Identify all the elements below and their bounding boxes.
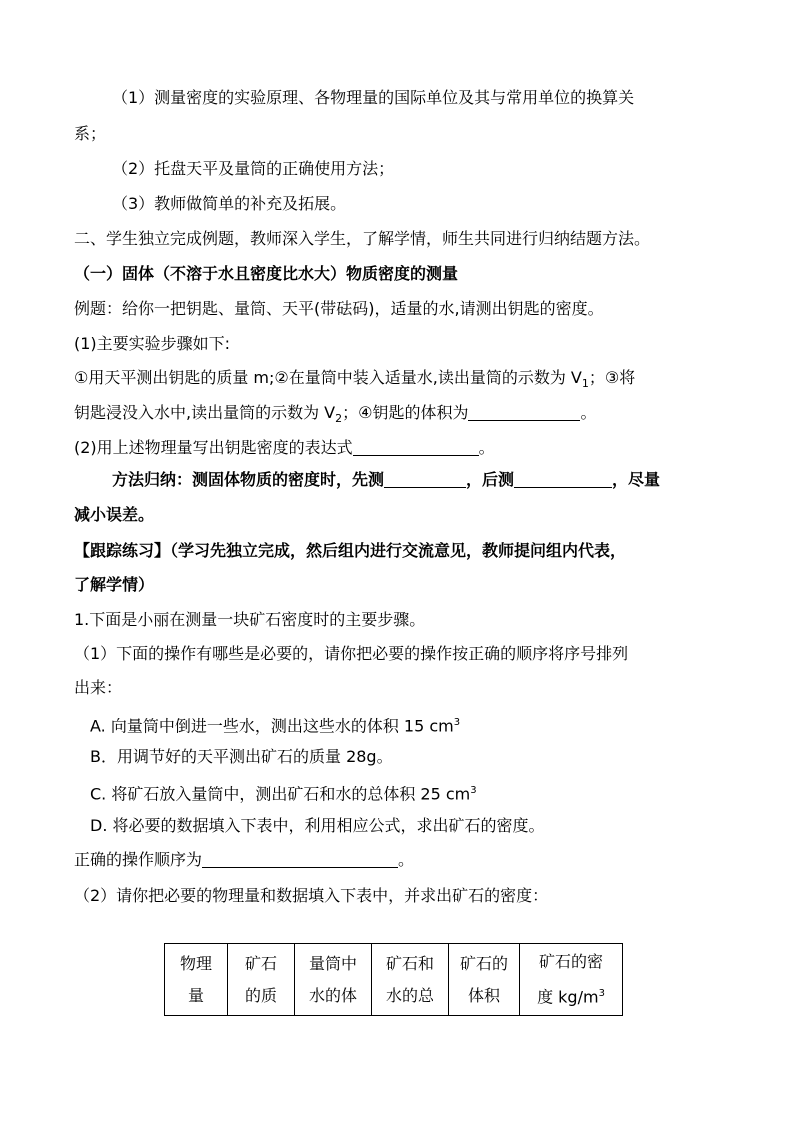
density-expression-blank[interactable] [353, 437, 479, 456]
step-line-2-text: 钥匙浸没入水中,读出量筒的示数为 V [74, 403, 336, 422]
practice-heading-text: 【跟踪练习】（学习先独立完成，然后组内进行交流意见，教师提问组内代表， [74, 541, 627, 560]
expression-end: 。 [478, 438, 495, 457]
subscript-1: 1 [581, 377, 589, 391]
practice-heading-text-cont: 了解学情） [74, 575, 155, 594]
item-3-text: （3）教师做简单的补充及拓展。 [112, 194, 347, 213]
item-2-text: （2）托盘天平及量筒的正确使用方法； [112, 159, 395, 178]
option-b-text: B．用调节好的天平测出矿石的质量 28g。 [90, 747, 393, 766]
order-end: 。 [398, 850, 415, 869]
header-text: 体积 [467, 985, 500, 1005]
header-text: 的质 [244, 985, 277, 1005]
table-header-cell[interactable] [372, 944, 449, 1016]
question-1-part-2 [74, 879, 726, 913]
item-3 [112, 187, 764, 221]
step-line-1-text-end: ；③将 [588, 368, 636, 387]
example-text: 例题：给你一把钥匙、量筒、天平(带砝码)，适量的水,请测出钥匙的密度。 [74, 299, 604, 318]
header-text: 水的总 [385, 985, 434, 1005]
header-text: 度 kg/m [537, 987, 599, 1007]
question-1-part-1-text: （1）下面的操作有哪些是必要的，请你把必要的操作按正确的顺序将序号排列 [74, 644, 629, 663]
option-c [90, 774, 742, 811]
header-text: 矿石 [244, 953, 277, 973]
steps-title [74, 327, 726, 361]
header-text: 水的体 [308, 985, 357, 1005]
question-1-text: 1.下面是小丽在测量一块矿石密度时的主要步骤。 [74, 610, 426, 629]
superscript-3: 3 [598, 988, 605, 999]
order-line [74, 843, 726, 877]
subsection-1-title [74, 257, 726, 291]
method-summary-line2 [74, 498, 726, 532]
subscript-2: 2 [335, 412, 343, 426]
volume-answer-blank[interactable] [468, 402, 580, 421]
expression-line [74, 431, 726, 465]
method-summary-line1 [112, 463, 764, 497]
option-a-text: A. 向量筒中倒进一些水，测出这些水的体积 15 cm [90, 716, 454, 736]
practice-heading-line1 [74, 534, 726, 568]
superscript-3: 3 [453, 717, 461, 728]
option-c-text: C. 将矿石放入量筒中，测出矿石和水的总体积 25 cm [90, 784, 471, 804]
question-1-part-2-text: （2）请你把必要的物理量和数据填入下表中，并求出矿石的密度： [74, 886, 549, 905]
table-header-cell[interactable] [295, 944, 372, 1016]
superscript-3: 3 [470, 785, 477, 796]
option-a [90, 706, 742, 743]
method-text-a: 方法归纳：测固体物质的密度时，先测 [112, 470, 385, 489]
header-text: 物理 [179, 953, 212, 973]
method-text-c: ，尽量 [612, 470, 661, 489]
question-1-part-1-line1 [74, 637, 726, 671]
measure-first-blank[interactable] [384, 469, 466, 488]
option-d-text: D. 将必要的数据填入下表中，利用相应公式，求出矿石的密度。 [90, 816, 545, 835]
step-line-2-text-mid: ；④钥匙的体积为 [342, 403, 469, 422]
item-1-line1 [112, 81, 764, 115]
method-text-b: ，后测 [466, 470, 515, 489]
order-text: 正确的操作顺序为 [74, 850, 203, 869]
method-text-d: 减小误差。 [74, 505, 155, 524]
table-header-cell[interactable] [520, 944, 623, 1016]
expression-text: (2)用上述物理量写出钥匙密度的表达式 [74, 438, 353, 457]
header-text: 量筒中 [308, 953, 357, 973]
question-1 [74, 603, 726, 637]
item-2 [112, 152, 764, 186]
item-1-text: （1）测量密度的实验原理、各物理量的国际单位及其与常用单位的换算关 [112, 88, 635, 107]
option-d [90, 809, 742, 843]
subsection-1-title-text: （一）固体（不溶于水且密度比水大）物质密度的测量 [74, 264, 459, 283]
header-text: 矿石和 [385, 953, 434, 973]
measure-second-blank[interactable] [514, 469, 612, 488]
table-header-cell[interactable] [228, 944, 295, 1016]
question-1-part-1-line2 [74, 671, 726, 705]
section-2-text: 二、学生独立完成例题，教师深入学生，了解学情，师生共同进行归纳结题方法。 [74, 229, 651, 248]
steps-title-text: (1)主要实验步骤如下: [74, 334, 231, 353]
option-b [90, 740, 742, 774]
question-1-part-1-text-cont: 出来： [74, 678, 123, 697]
header-text: 量 [187, 985, 204, 1005]
table-header-cell[interactable] [165, 944, 228, 1016]
order-answer-blank[interactable] [202, 849, 398, 868]
table-header-row [165, 944, 623, 1016]
header-text: 矿石的 [459, 953, 508, 973]
table-header-cell[interactable] [449, 944, 520, 1016]
item-1-line2 [74, 117, 726, 151]
practice-heading-line2 [74, 568, 726, 602]
section-2-heading [74, 222, 726, 256]
header-text: 矿石的密 [538, 952, 603, 971]
item-1-text-cont: 系； [74, 124, 107, 143]
data-table [164, 943, 623, 1016]
example-prompt [74, 292, 726, 326]
step-line-2-text-end: 。 [580, 403, 597, 422]
step-line-1-text: ①用天平测出钥匙的质量 m;②在量筒中装入适量水,读出量筒的示数为 V [74, 368, 582, 387]
